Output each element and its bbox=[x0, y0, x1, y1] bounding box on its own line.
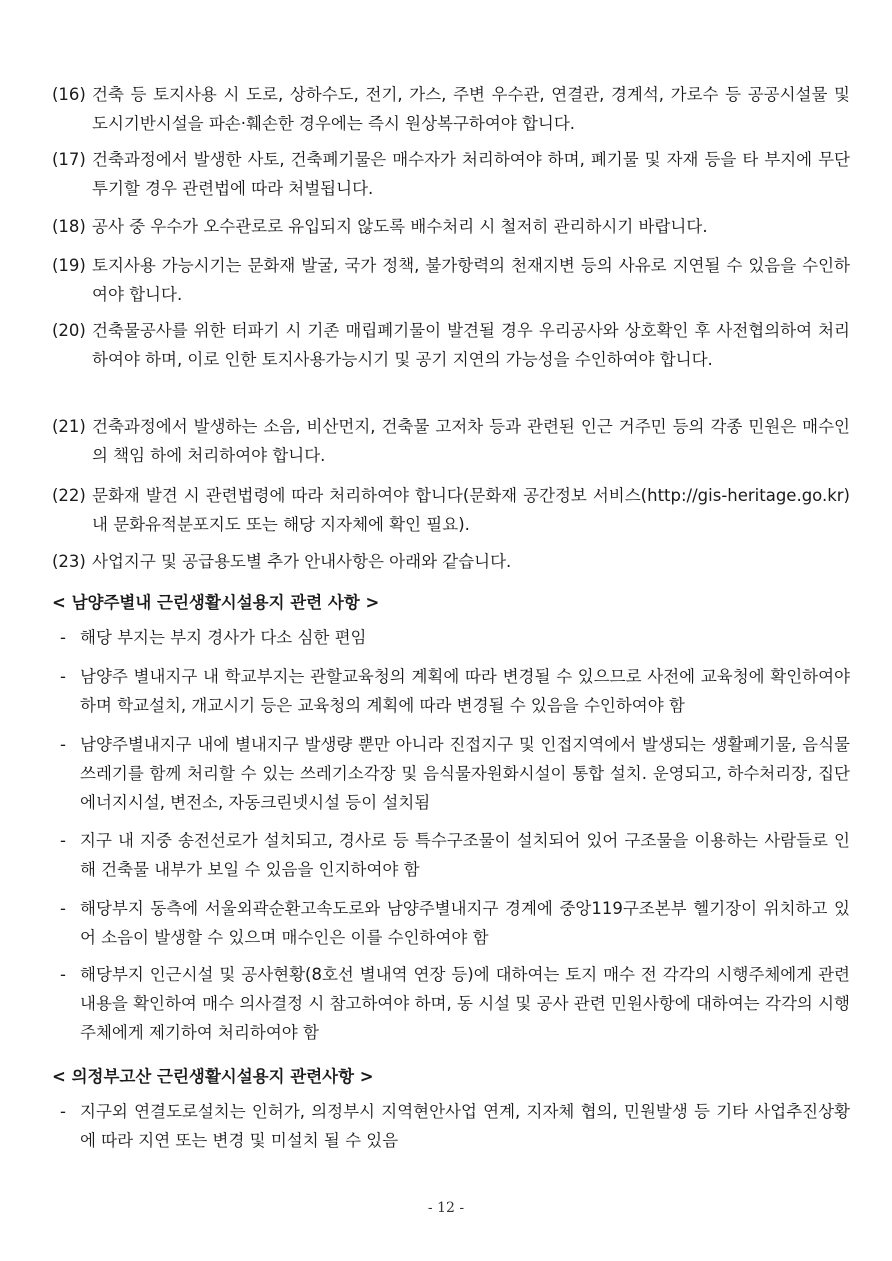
list-item bbox=[60, 662, 850, 720]
item-text: 사업지구 및 공급용도별 추가 안내사항은 아래와 같습니다. bbox=[92, 552, 512, 571]
notice-item-21 bbox=[52, 412, 850, 470]
item-text: 토지사용 가능시기는 문화재 발굴, 국가 정책, 불가항력의 천재지변 등의 사유로 지연될 수 있음을 수인하여야 합니다. bbox=[92, 256, 850, 304]
list-item bbox=[60, 960, 850, 1047]
item-text: 건축과정에서 발생하는 소음, 비산먼지, 건축물 고저차 등과 관련된 인근 거주민 등의 각종 민원은 매수인의 책임 하에 처리하여야 합니다. bbox=[92, 417, 850, 465]
list-item bbox=[60, 826, 850, 884]
bullet-dash: - bbox=[60, 831, 66, 850]
item-number: (23) bbox=[52, 552, 86, 571]
notice-item-20 bbox=[52, 316, 850, 374]
bullet-dash: - bbox=[60, 667, 66, 686]
list-item bbox=[60, 730, 850, 817]
section-heading-uijeongbu: < 의정부고산 근린생활시설용지 관련사항 > bbox=[52, 1067, 374, 1086]
notice-item-18 bbox=[52, 212, 850, 241]
bullet-text: 해당부지 인근시설 및 공사현황(8호선 별내역 연장 등)에 대하여는 토지 매수 전 각각의 시행주체에게 관련내용을 확인하여 매수 의사결정 시 참고하여야 하며, 동 시설 및 공사 관련 민원사항에 대하여는 각각의 시행주체에게 제기하여 처리하여야 함 bbox=[80, 965, 850, 1042]
item-text: 건축과정에서 발생한 사토, 건축폐기물은 매수자가 처리하여야 하며, 폐기물 및 자재 등을 타 부지에 무단투기할 경우 관련법에 따라 처벌됩니다. bbox=[92, 150, 850, 198]
notice-item-16 bbox=[52, 80, 850, 138]
bullet-text: 해당부지 동측에 서울외곽순환고속도로와 남양주별내지구 경계에 중앙119구조본부 헬기장이 위치하고 있어 소음이 발생할 수 있으며 매수인은 이를 수인하여야 함 bbox=[80, 899, 850, 947]
item-number: (16) bbox=[52, 85, 86, 104]
bullet-text: 해당 부지는 부지 경사가 다소 심한 편임 bbox=[80, 628, 367, 647]
item-number: (20) bbox=[52, 321, 86, 340]
bullet-text: 남양주 별내지구 내 학교부지는 관할교육청의 계획에 따라 변경될 수 있으므로 사전에 교육청에 확인하여야 하며 학교설치, 개교시기 등은 교육청의 계획에 따라 변경될 수 있음을 수인하여야 함 bbox=[80, 667, 850, 715]
page-number: - 12 - bbox=[427, 1200, 465, 1216]
notice-item-23 bbox=[52, 547, 850, 576]
list-item bbox=[60, 894, 850, 952]
item-number: (21) bbox=[52, 417, 86, 436]
bullet-text: 남양주별내지구 내에 별내지구 발생량 뿐만 아니라 진접지구 및 인접지역에서 발생되는 생활폐기물, 음식물쓰레기를 함께 처리할 수 있는 쓰레기소각장 및 음식물자원화시설이 통합 설치. 운영되고, 하수처리장, 집단에너지시설, 변전소, 자동크린넷시설 등이 설치됨 bbox=[80, 735, 850, 812]
item-text: 건축물공사를 위한 터파기 시 기존 매립폐기물이 발견될 경우 우리공사와 상호확인 후 사전협의하여 처리하여야 하며, 이로 인한 토지사용가능시기 및 공기 지연의 가능성을 수인하여야 합니다. bbox=[92, 321, 850, 369]
item-text: 문화재 발견 시 관련법령에 따라 처리하여야 합니다(문화재 공간정보 서비스(http://gis-heritage.go.kr) 내 문화유적분포지도 또는 해당 지자체에 확인 필요). bbox=[92, 486, 850, 534]
item-text: 건축 등 토지사용 시 도로, 상하수도, 전기, 가스, 주변 우수관, 연결관, 경계석, 가로수 등 공공시설물 및 도시기반시설을 파손·훼손한 경우에는 즉시 원상복구하여야 합니다. bbox=[92, 85, 850, 133]
notice-item-17 bbox=[52, 145, 850, 203]
bullet-dash: - bbox=[60, 735, 66, 754]
bullet-text: 지구 내 지중 송전선로가 설치되고, 경사로 등 특수구조물이 설치되어 있어 구조물을 이용하는 사람들로 인해 건축물 내부가 보일 수 있음을 인지하여야 함 bbox=[80, 831, 850, 879]
bullet-dash: - bbox=[60, 628, 66, 647]
item-number: (18) bbox=[52, 217, 86, 236]
notice-item-19 bbox=[52, 251, 850, 309]
list-item bbox=[60, 1097, 850, 1155]
item-number: (22) bbox=[52, 486, 86, 505]
bullet-text: 지구외 연결도로설치는 인허가, 의정부시 지역현안사업 연계, 지자체 협의, 민원발생 등 기타 사업추진상황에 따라 지연 또는 변경 및 미설치 될 수 있음 bbox=[80, 1102, 850, 1150]
item-number: (17) bbox=[52, 150, 86, 169]
section-heading-namyangju: < 남양주별내 근린생활시설용지 관련 사항 > bbox=[52, 593, 380, 612]
bullet-dash: - bbox=[60, 965, 66, 984]
notice-item-22 bbox=[52, 481, 850, 539]
bullet-dash: - bbox=[60, 1102, 66, 1121]
item-number: (19) bbox=[52, 256, 86, 275]
item-text: 공사 중 우수가 오수관로로 유입되지 않도록 배수처리 시 철저히 관리하시기 바랍니다. bbox=[92, 217, 708, 236]
bullet-dash: - bbox=[60, 899, 66, 918]
list-item bbox=[60, 623, 850, 652]
